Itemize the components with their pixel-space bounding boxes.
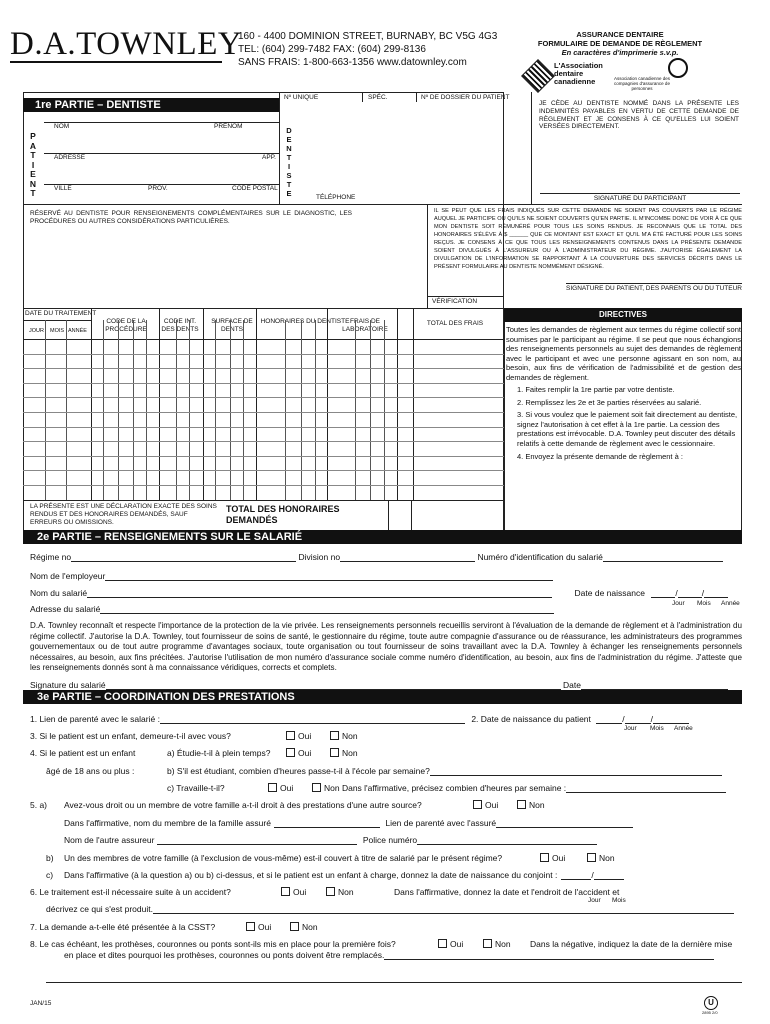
q4b-row — [167, 766, 722, 776]
date-traitement-label: DATE DU TRAITEMENT — [25, 310, 97, 317]
directive-item: 3. Si vous voulez que le paiement soit fait directement au dentiste, signez l'autorisation à cet effet à la 1re partie. La cession des prestations est irrévocable. D.A. Townley peut discuter des détails relatifs à cette demande de règlement avec le cessionnaire. — [517, 410, 738, 448]
q2-year-field[interactable] — [653, 714, 689, 724]
numero-id-field[interactable] — [603, 552, 723, 562]
q2-annee-caption: Année — [674, 725, 693, 732]
q6-jour-caption: Jour — [588, 897, 601, 904]
company-address — [238, 30, 497, 69]
grid-cell-divider — [133, 320, 134, 500]
grid-row-line — [23, 397, 504, 398]
q5a-non-checkbox[interactable] — [517, 800, 526, 809]
q5-police-field[interactable] — [417, 835, 597, 845]
dentiste-vertical-label: D E N T I S T E — [286, 126, 292, 198]
employeur-row — [30, 571, 553, 581]
q4b-label: b) S'il est étudiant, combien d'heures passe-t-il à l'école par semaine? — [167, 766, 430, 776]
q4a-non-checkbox[interactable] — [330, 748, 339, 757]
q5b-oui[interactable]: Oui — [540, 853, 565, 863]
grid-cell-divider — [370, 320, 371, 500]
adresse-salarie-label: Adresse du salarié — [30, 604, 101, 614]
nom-salarie-label: Nom du salarié — [30, 588, 88, 598]
grid-row-line — [23, 412, 504, 413]
signature-row — [30, 680, 728, 690]
patient-prov-label: PROV. — [148, 185, 168, 192]
part3-title: 3e PARTIE – COORDINATION DES PRESTATIONS — [23, 690, 742, 704]
q8-non-checkbox[interactable] — [483, 939, 492, 948]
grid-cell-divider — [315, 320, 316, 500]
grid-cell-divider — [215, 320, 216, 500]
total-honoraires-label: TOTAL DES HONORAIRES DEMANDÉS — [226, 504, 340, 525]
q5c-row: Dans l'affirmative (à la question a) ou b) ci-dessus, et si le patient est un enfant à charge, donnez la date de naissance du conjoint : / — [64, 870, 624, 880]
company-logo: D.A.TOWNLEY — [10, 26, 243, 62]
q5-nom-row — [64, 818, 633, 828]
q7-label: 7. La demande a-t-elle été présentée à la CSST? — [30, 922, 216, 932]
code-procedure-label: CODE DE LA PROCÉDURE — [105, 318, 147, 333]
patient-adresse-label: ADRESSE — [54, 154, 86, 161]
q6-label: 6. Le traitement est-il nécessaire suite à un accident? — [30, 887, 231, 897]
q8-cont-row — [64, 950, 714, 960]
q5c-month-field[interactable] — [594, 870, 624, 880]
q6-desc-label: décrivez ce qui s'est produit. — [46, 904, 153, 914]
q5-nom-label: Dans l'affirmative, nom du membre de la famille assuré — [64, 818, 271, 828]
regime-row — [30, 552, 723, 562]
q8-oui-checkbox[interactable] — [438, 939, 447, 948]
clhia-logo: Association canadienne des compagnies d'assurance de personnes — [612, 58, 692, 92]
form-title: ASSURANCE DENTAIRE FORMULAIRE DE DEMANDE DE RÈGLEMENT En caractères d'imprimerie s.v.p. — [537, 30, 703, 57]
q5-assureur-row — [64, 835, 597, 845]
q5a-oui-checkbox[interactable] — [473, 800, 482, 809]
patient-ville-label: VILLE — [54, 185, 72, 192]
grid-row-line — [23, 368, 504, 369]
q5b-non[interactable]: Non — [587, 853, 615, 863]
phone-line: TEL: (604) 299-7482 FAX: (604) 299-8136 — [238, 44, 426, 55]
no-unique-label: Nº UNIQUE — [284, 94, 319, 101]
q2-jour-caption: Jour — [624, 725, 637, 732]
form-code: JAN/15 — [30, 1000, 52, 1007]
reserve-dentiste-text: RÉSERVÉ AU DENTISTE POUR RENSEIGNEMENTS COMPLÉMENTAIRES SUR LE DIAGNOSTIC, LES PROCÉDURES OU AUTRES CONSIDÉRATIONS PARTICULIÈRES. — [30, 210, 352, 225]
declaration-text: LA PRÉSENTE EST UNE DÉCLARATION EXACTE DES SOINS RENDUS ET DES HONORAIRES DEMANDÉS, SAUF ERREURS OU OMISSIONS. — [30, 503, 217, 526]
q5-assureur-label: Nom de l'autre assureur — [64, 835, 155, 845]
q2-day-field[interactable] — [596, 714, 622, 724]
q4a-oui[interactable]: Oui — [286, 748, 311, 758]
q3-oui-checkbox[interactable] — [286, 731, 295, 740]
nom-salarie-field[interactable] — [87, 588, 552, 598]
patient-app-label: APP. — [262, 154, 276, 161]
q2-label: 2. Date de naissance du patient — [471, 714, 591, 724]
grid-cell-divider — [355, 320, 356, 500]
grid-cell-divider — [176, 320, 177, 500]
dob-year-field[interactable] — [704, 588, 728, 598]
q4c-label: c) Travaille-t-il? — [167, 783, 225, 793]
directive-item: 1. Faites remplir la 1re partie par votre dentiste. — [517, 385, 675, 394]
directive-item: 2. Remplissez les 2e et 3e parties réservées au salarié. — [517, 397, 702, 407]
grid-cell-divider — [66, 320, 67, 500]
grid-row-line — [23, 427, 504, 428]
q3-non-checkbox[interactable] — [330, 731, 339, 740]
q6-desc-field[interactable] — [153, 904, 734, 914]
patient-nom-label: NOM — [54, 123, 70, 130]
q4c-oui-checkbox[interactable] — [268, 783, 277, 792]
q3-label: 3. Si le patient est un enfant, demeure-t-il avec vous? — [30, 731, 231, 741]
q5a-oui[interactable]: Oui — [473, 800, 498, 810]
q4a-non[interactable]: Non — [330, 748, 358, 758]
dossier-label: Nº DE DOSSIER DU PATIENT — [421, 94, 510, 101]
mois-col-label: MOIS — [50, 328, 65, 334]
q1-label: 1. Lien de parenté avec le salarié : — [30, 714, 160, 724]
cession-text: JE CÈDE AU DENTISTE NOMMÉ DANS LA PRÉSENTE LES INDEMNITÉS PAYABLES EN VERTU DE CETTE DEMANDE DE RÈGLEMENT ET JE CONSENS À CE QU'ELLES LUI SOIENT VERSÉES DIRECTEMENT. — [539, 100, 739, 131]
adresse-salarie-row — [30, 604, 554, 614]
q6-oui-checkbox[interactable] — [281, 887, 290, 896]
honoraires-label: HONORAIRES DU DENTISTE — [260, 318, 350, 325]
q5b-non-checkbox[interactable] — [587, 853, 596, 862]
q5c-day-field[interactable] — [561, 870, 591, 880]
q5b-label: Un des membres de votre famille (à l'exclusion de vous-même) est-il couvert à titre de salarié par le présent régime? — [64, 853, 503, 863]
directives-intro: Toutes les demandes de règlement aux termes du régime collectif sont soumises par le participant au régime. Il se peut que nous échangions des renseignements personnels au sujet des demandes de règlement avec le participant et avec une personne agissant en son nom, au besoin, aux fins de vérification de l'admissibilité et de gestion des demandes de règlement. — [506, 325, 741, 382]
directive-item: 4. Envoyez la présente demande de règlement à : — [517, 451, 683, 461]
q6-non-checkbox[interactable] — [326, 887, 335, 896]
signature-date-label: Date — [562, 680, 581, 690]
union-bug-icon: U — [704, 996, 718, 1010]
numero-id-label: Numéro d'identification du salarié — [477, 552, 603, 562]
q5b-number: b) — [46, 853, 54, 863]
union-code: 2895 2/0 — [702, 1010, 718, 1015]
grid-row-line — [23, 470, 504, 471]
grid-row-line — [23, 456, 504, 457]
q5b-oui-checkbox[interactable] — [540, 853, 549, 862]
surface-label: SURFACE DE DENTS — [211, 318, 253, 333]
q4-label: 4. Si le patient est un enfant — [30, 748, 136, 758]
grid-row-line — [23, 441, 504, 442]
frais-lab-label: FRAIS DE LABORATOIRE — [342, 318, 388, 333]
q4c-hours-field[interactable] — [566, 783, 726, 793]
dob-annee-caption: Année — [721, 600, 740, 607]
grid-cell-divider — [45, 320, 46, 500]
part2-title: 2e PARTIE – RENSEIGNEMENTS SUR LE SALARIÉ — [23, 530, 742, 544]
privacy-statement: D.A. Townley reconnaît et respecte l'importance de la protection de la vie privée. Les renseignements personnels recueillis serviront à l'évaluation de la demande de règlement et à l'administration du régime collectif. J'autorise la D.A. Townley, tout fournisseur de soins de santé, le gestionnaire du régime, toute autre compagnie d'assurance ou de réassurance, les administrateurs des programmes gouvernementaux ou de tout autre programme d'avantages sociaux, toute organisation ou tout fournisseur de soins travaillant avec la D.A. Townley à échanger les renseignements personnels nécessaires, au besoin, aux fins précitées. J'autorise l'utilisation de mon numéro d'assurance sociale comme numéro d'identification, au besoin, aux fins de l'administration du régime. J'atteste que les renseignements donnés sont à ma connaissance véridiques, corrects et complets. — [30, 621, 742, 673]
q4c-non-row: Non Dans l'affirmative, précisez combien d'heures par semaine : — [312, 783, 726, 793]
q5a-non[interactable]: Non — [517, 800, 545, 810]
code-dents-label: CODE INT. DES DENTS — [161, 318, 199, 333]
q2-mois-caption: Mois — [650, 725, 664, 732]
q8-reason-line[interactable] — [46, 982, 742, 983]
q8-date-field[interactable] — [384, 950, 714, 960]
patient-vertical-label: P A T I E N T — [29, 131, 37, 198]
adresse-salarie-field[interactable] — [100, 604, 554, 614]
spec-label: SPÉC. — [368, 94, 388, 101]
division-field[interactable] — [340, 552, 475, 562]
directives-list — [506, 383, 741, 461]
signature-salarie-label: Signature du salarié — [30, 680, 106, 690]
q5-nom-field[interactable] — [274, 818, 380, 828]
q4a-oui-checkbox[interactable] — [286, 748, 295, 757]
regime-label: Régime no — [30, 552, 72, 562]
grid-cell-divider — [285, 320, 286, 500]
q2-month-field[interactable] — [625, 714, 651, 724]
signature-salarie-field[interactable] — [106, 680, 561, 690]
grid-row-line — [23, 354, 504, 355]
q6-non[interactable]: Non — [326, 887, 354, 897]
annee-col-label: ANNÉE — [68, 328, 87, 334]
q3-oui[interactable]: Oui — [286, 731, 311, 741]
division-label: Division no — [298, 552, 341, 562]
grid-cell-divider — [103, 320, 104, 500]
employeur-field[interactable] — [105, 571, 553, 581]
signature-date-field[interactable] — [581, 680, 728, 690]
q4a-label: a) Étudie-t-il à plein temps? — [167, 748, 271, 758]
q7-non-checkbox[interactable] — [290, 922, 299, 931]
q5-police-label: Police numéro — [362, 835, 418, 845]
q5-lien-field[interactable] — [496, 818, 633, 828]
regime-field[interactable] — [71, 552, 296, 562]
q4b-field[interactable] — [430, 766, 722, 776]
q1-row: 1. Lien de parenté avec le salarié : 2. Date de naissance du patient / / — [30, 714, 689, 724]
q5-assureur-field[interactable] — [157, 835, 357, 845]
q6-mois-caption: Mois — [612, 897, 626, 904]
cda-logo: L'Association dentaire canadienne — [526, 62, 606, 90]
q4c-non-checkbox[interactable] — [312, 783, 321, 792]
q8-label: 8. Le cas échéant, les prothèses, couronnes ou ponts sont-ils mis en place pour la première fois? — [30, 939, 396, 949]
patient-prenom-label: PRÉNOM — [214, 123, 243, 130]
q5-number: 5. a) — [30, 800, 48, 810]
grid-cell-divider — [118, 320, 119, 500]
dentiste-telephone-label: TÉLÉPHONE — [316, 194, 356, 201]
grid-cell-divider — [189, 320, 190, 500]
dob-month-field[interactable] — [678, 588, 702, 598]
q8-non[interactable]: Non — [483, 939, 511, 949]
grid-row-line — [23, 485, 504, 486]
cda-emblem-icon — [521, 59, 555, 93]
q4c-follow-label: Dans l'affirmative, précisez combien d'heures par semaine : — [341, 783, 567, 793]
q5a-label: Avez-vous droit ou un membre de votre famille a-t-il droit à des prestations d'une autre source? — [64, 800, 422, 810]
q7-oui[interactable]: Oui — [246, 922, 271, 932]
q7-non[interactable]: Non — [290, 922, 318, 932]
date-naissance-label: Date de naissance — [574, 588, 645, 598]
jour-col-label: JOUR — [29, 328, 44, 334]
q5-lien-label: Lien de parenté avec l'assuré — [385, 818, 497, 828]
grid-cell-divider — [301, 320, 302, 500]
dob-mois-caption: Mois — [697, 600, 711, 607]
q7-oui-checkbox[interactable] — [246, 922, 255, 931]
tollfree-line: SANS FRAIS: 1-800-663-1356 www.datownley.com — [238, 57, 467, 68]
directives-title: DIRECTIVES — [504, 308, 742, 322]
nom-salarie-row: Nom du salarié Date de naissance / / — [30, 588, 728, 598]
q6-follow-label: Dans l'affirmative, donnez la date et l'endroit de l'accident et — [394, 887, 620, 897]
patient-postal-label: CODE POSTAL — [232, 185, 278, 192]
q4-age-label: âgé de 18 ans ou plus : — [46, 766, 135, 776]
address-line: 160 - 4400 DOMINION STREET, BURNABY, BC V5G 4G3 — [238, 31, 498, 42]
grid-row-line — [23, 383, 504, 384]
grid-cell-divider — [384, 320, 385, 500]
q5c-label: Dans l'affirmative (à la question a) ou b) ci-dessus, et si le patient est un enfant à charge, donnez la date de naissance du conjoint : — [64, 870, 558, 880]
q5c-number: c) — [46, 870, 54, 880]
q8-cont-label: en place et dites pourquoi les prothèses, couronnes ou ponts doivent être remplacés. — [64, 950, 385, 960]
patient-signature-label: SIGNATURE DU PATIENT, DES PARENTS OU DU TUTEUR — [566, 285, 742, 292]
q8-oui[interactable]: Oui — [438, 939, 463, 949]
clhia-emblem-icon — [668, 58, 688, 78]
employeur-label: Nom de l'employeur — [30, 571, 106, 581]
q6-desc-row — [46, 904, 734, 914]
grid-cell-divider — [230, 320, 231, 500]
grid-cell-divider — [243, 320, 244, 500]
q3-non[interactable]: Non — [330, 731, 358, 741]
verification-label: VÉRIFICATION — [432, 298, 478, 305]
q1-field[interactable] — [160, 714, 465, 724]
dob-day-field[interactable] — [651, 588, 675, 598]
q8-follow-label: Dans la négative, indiquez la date de la dernière mise — [530, 939, 733, 949]
total-frais-label: TOTAL DES FRAIS — [426, 320, 484, 327]
part1-title: 1re PARTIE – DENTISTE — [23, 98, 279, 112]
grid-cell-divider — [146, 320, 147, 500]
participant-signature-label: SIGNATURE DU PARTICIPANT — [593, 195, 687, 202]
dob-jour-caption: Jour — [672, 600, 685, 607]
q6-oui[interactable]: Oui — [281, 887, 306, 897]
q4c-oui[interactable]: Oui — [268, 783, 293, 793]
consent-text: IL SE PEUT QUE LES FRAIS INDIQUÉS SUR CETTE DEMANDE NE SOIENT PAS COUVERTS PAR LE RÉGIME AUQUEL JE PARTICIPE OU QU'ILS NE SOIENT COUVERTS QU'EN PARTIE. IL M'INCOMBE DONC DE VOIR À CE QUE MON DENTISTE SOIT RÉMUNÉRÉ POUR TOUS LES SOINS RENDUS. JE RECONNAIS QUE LE TOTAL DES HONORAIRES S'ÉLÈVE À $ ______ QUE CE MONTANT EST EXACT ET QU'IL M'A ÉTÉ FACTURÉ POUR LES SOINS REÇUS. JE CONSENS À CE QUE TOUS LES RENSEIGNEMENTS CONTENUS DANS LA PRÉSENTE DEMANDE SOIENT DIVULGUÉS À L'ASSUREUR OU À L'ADMINISTRATEUR DU RÉGIME. J'AUTORISE ÉGALEMENT LA DIVULGATION DE L'INFORMATION SE RAPPORTANT À LA COUVERTURE DES SERVICES DÉCRITS DANS LE PRÉSENT FORMULAIRE AU DENTISTE NOMMÉMENT DÉSIGNÉ. — [434, 208, 742, 270]
